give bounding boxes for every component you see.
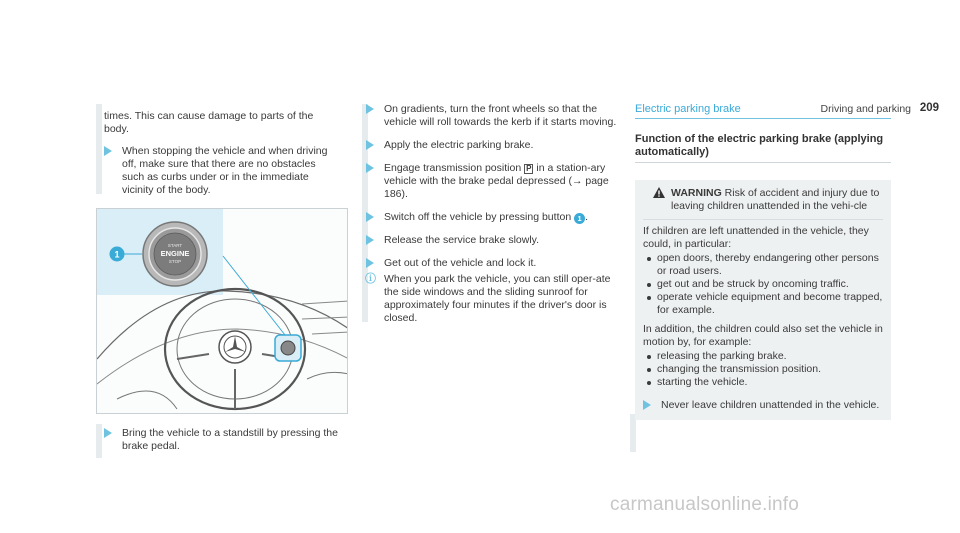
step-text: When stopping the vehicle and when driving off, make sure that there are no obstacles such as curbs under or in the immediate vicinity of the body. — [122, 145, 328, 196]
continued-paragraph: times. This can cause damage to parts of the body. — [104, 110, 314, 135]
dashboard-illustration — [97, 209, 348, 414]
example-list — [643, 350, 883, 389]
step-text: Apply the electric parking brake. — [384, 139, 534, 151]
step-text: Switch off the vehicle by pressing button — [384, 211, 572, 223]
watermark-text: carmanualsonline.info — [610, 494, 800, 515]
warning-box — [635, 180, 891, 420]
step-text: Get out of the vehicle and lock it. — [384, 257, 537, 269]
info-icon: ⓘ — [365, 273, 376, 285]
step-arrow-icon — [643, 400, 651, 410]
step-arrow-icon — [366, 104, 374, 114]
step-never-leave — [643, 399, 883, 412]
step-switch-off — [366, 211, 618, 224]
step-text-suffix: in a station-ary vehicle with the brake pedal depressed (→ page 186). — [384, 162, 609, 200]
start-stop-button-figure — [96, 208, 348, 414]
list-item: open doors, thereby endangering other persons or road users. — [643, 252, 883, 278]
step-release-brake — [366, 234, 618, 247]
step-bring-standstill — [104, 427, 350, 453]
warning-label: WARNING — [671, 187, 722, 199]
step-text-end: . — [585, 211, 589, 223]
warning-intro: If children are left unattended in the vehicle, they could, in particular: — [643, 225, 869, 250]
risk-list — [643, 252, 883, 317]
warning-addition: In addition, the children could also set the vehicle in motion by, for example: — [643, 323, 883, 348]
step-text: Bring the vehicle to a standstill by pressing the brake pedal. — [122, 427, 338, 452]
step-arrow-icon — [104, 146, 112, 156]
list-item: changing the transmission position. — [643, 363, 883, 376]
column1 — [104, 110, 334, 197]
step-arrow-icon — [366, 212, 374, 222]
step-arrow-icon — [366, 235, 374, 245]
step-arrow-icon — [366, 140, 374, 150]
column1-lower-sidebar-bar — [96, 424, 102, 458]
park-position-symbol: P — [526, 164, 532, 173]
info-text: When you park the vehicle, you can still oper-ate the side windows and the sliding sunroof for approximately four minutes if the driver's door is closed. — [384, 273, 611, 324]
step-get-out — [366, 257, 618, 270]
button-label-stop: STOP — [168, 259, 182, 264]
list-item: operate vehicle equipment and become trapped, for example. — [643, 291, 883, 317]
column1-sidebar-bar — [96, 104, 102, 194]
button-label-start: START — [167, 243, 183, 248]
section-title: Electric parking brake — [635, 103, 891, 119]
button-label-engine: ENGINE — [160, 249, 190, 258]
step-text: On gradients, turn the front wheels so that the vehicle will roll towards the kerb if it starts moving. — [384, 103, 617, 128]
step-text: Never leave children unattended in the vehicle. — [661, 399, 880, 411]
header-section-title: Driving and parking — [820, 103, 911, 115]
callout-1-badge: 1 — [574, 213, 585, 224]
warning-header — [643, 187, 883, 213]
list-item: starting the vehicle. — [643, 376, 883, 389]
step-arrow-icon — [366, 163, 374, 173]
list-item: get out and be struck by oncoming traffic. — [643, 278, 883, 291]
step-engage-park — [366, 162, 618, 201]
warning-headline: Risk of accident and injury due to leaving children unattended in the vehi-cle — [671, 187, 880, 212]
info-note — [366, 273, 618, 325]
step-apply-parking-brake — [366, 139, 618, 152]
warning-body — [643, 219, 883, 412]
step-arrow-icon — [366, 258, 374, 268]
callout-line — [223, 256, 285, 335]
callout-1-label: 1 — [114, 249, 120, 260]
column2 — [366, 103, 618, 335]
step-when-stopping — [104, 145, 334, 197]
function-title: Function of the electric parking brake (applying automatically) — [635, 133, 891, 163]
warning-triangle-icon — [653, 187, 665, 198]
column3 — [635, 103, 891, 420]
step-text-prefix: Engage transmission position — [384, 162, 522, 174]
step-text: Release the service brake slowly. — [384, 234, 540, 246]
step-arrow-icon — [104, 428, 112, 438]
step-gradients — [366, 103, 618, 129]
list-item: releasing the parking brake. — [643, 350, 883, 363]
page-number: 209 — [919, 102, 939, 114]
